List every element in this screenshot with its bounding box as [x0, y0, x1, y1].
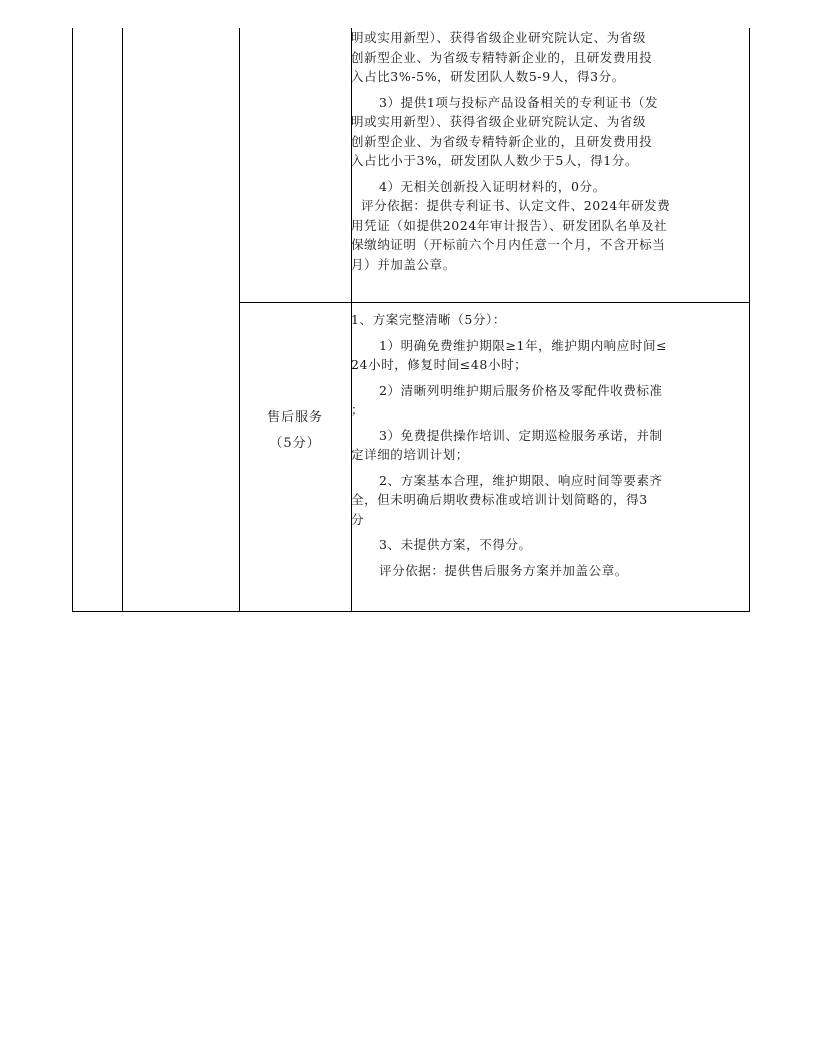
- criteria-line: 1）明确免费维护期限≥1年，维护期内响应时间≤: [379, 337, 668, 353]
- scoring-basis-line: 评分依据：提供专利证书、认定文件、2024年研发费: [361, 198, 671, 213]
- after-sales-label: 售后服务: [266, 410, 323, 425]
- criteria-line: 创新型企业、为省级专精特新企业的，且研发费用投: [351, 133, 653, 149]
- criteria-line: 明或实用新型）、获得省级企业研究院认定、为省级: [351, 114, 647, 129]
- after-sales-score: （5分）: [269, 436, 321, 451]
- criteria-line: 明或实用新型）、获得省级企业研究院认定、为省级: [351, 30, 647, 45]
- after-sales-label-cell: [239, 405, 351, 457]
- criteria-heading: 1、方案完整清晰（5分）：: [351, 312, 506, 327]
- criteria-line: 2、方案基本合理，维护期限、响应时间等要素齐: [379, 472, 663, 488]
- scoring-basis-line: 保缴纳证明（开标前六个月内任意一个月，不含开标当: [351, 237, 666, 252]
- criteria-line: 3、未提供方案，不得分。: [379, 537, 532, 552]
- criteria-line: 3）提供1项与投标产品设备相关的专利证书（发: [379, 94, 659, 110]
- criteria-line: 3）免费提供操作培训、定期巡检服务承诺，并制: [379, 427, 663, 443]
- criteria-line: 全，但未明确后期收费标准或培训计划简略的，得3: [351, 492, 648, 507]
- scoring-basis-line: 评分依据：提供售后服务方案并加盖公章。: [379, 562, 628, 578]
- criteria-line: 定详细的培训计划；: [351, 447, 469, 462]
- scoring-table: [72, 28, 750, 612]
- criteria-line: ；: [351, 402, 365, 417]
- column-divider: [239, 28, 240, 611]
- scoring-basis-line: 用凭证（如提供2024年审计报告）、研发团队名单及社: [351, 217, 668, 233]
- criteria-line: 入占比小于3%，研发团队人数少于5人，得1分。: [351, 153, 639, 168]
- after-sales-criteria-cell: [351, 310, 747, 580]
- row-divider: [239, 302, 749, 303]
- patent-criteria-cell: [351, 28, 747, 274]
- criteria-line: 2）清晰列明维护期后服务价格及零配件收费标准: [379, 382, 663, 398]
- criteria-line: 创新型企业、为省级专精特新企业的，且研发费用投: [351, 49, 653, 65]
- criteria-line: 24小时，修复时间≤48小时；: [351, 357, 528, 372]
- column-divider: [122, 28, 123, 611]
- criteria-line: 4）无相关创新投入证明材料的，0分。: [379, 178, 606, 194]
- criteria-line: 分: [351, 511, 365, 527]
- criteria-line: 入占比3%-5%，研发团队人数5-9人，得3分。: [351, 69, 625, 84]
- scoring-basis-line: 月）并加盖公章。: [351, 256, 456, 272]
